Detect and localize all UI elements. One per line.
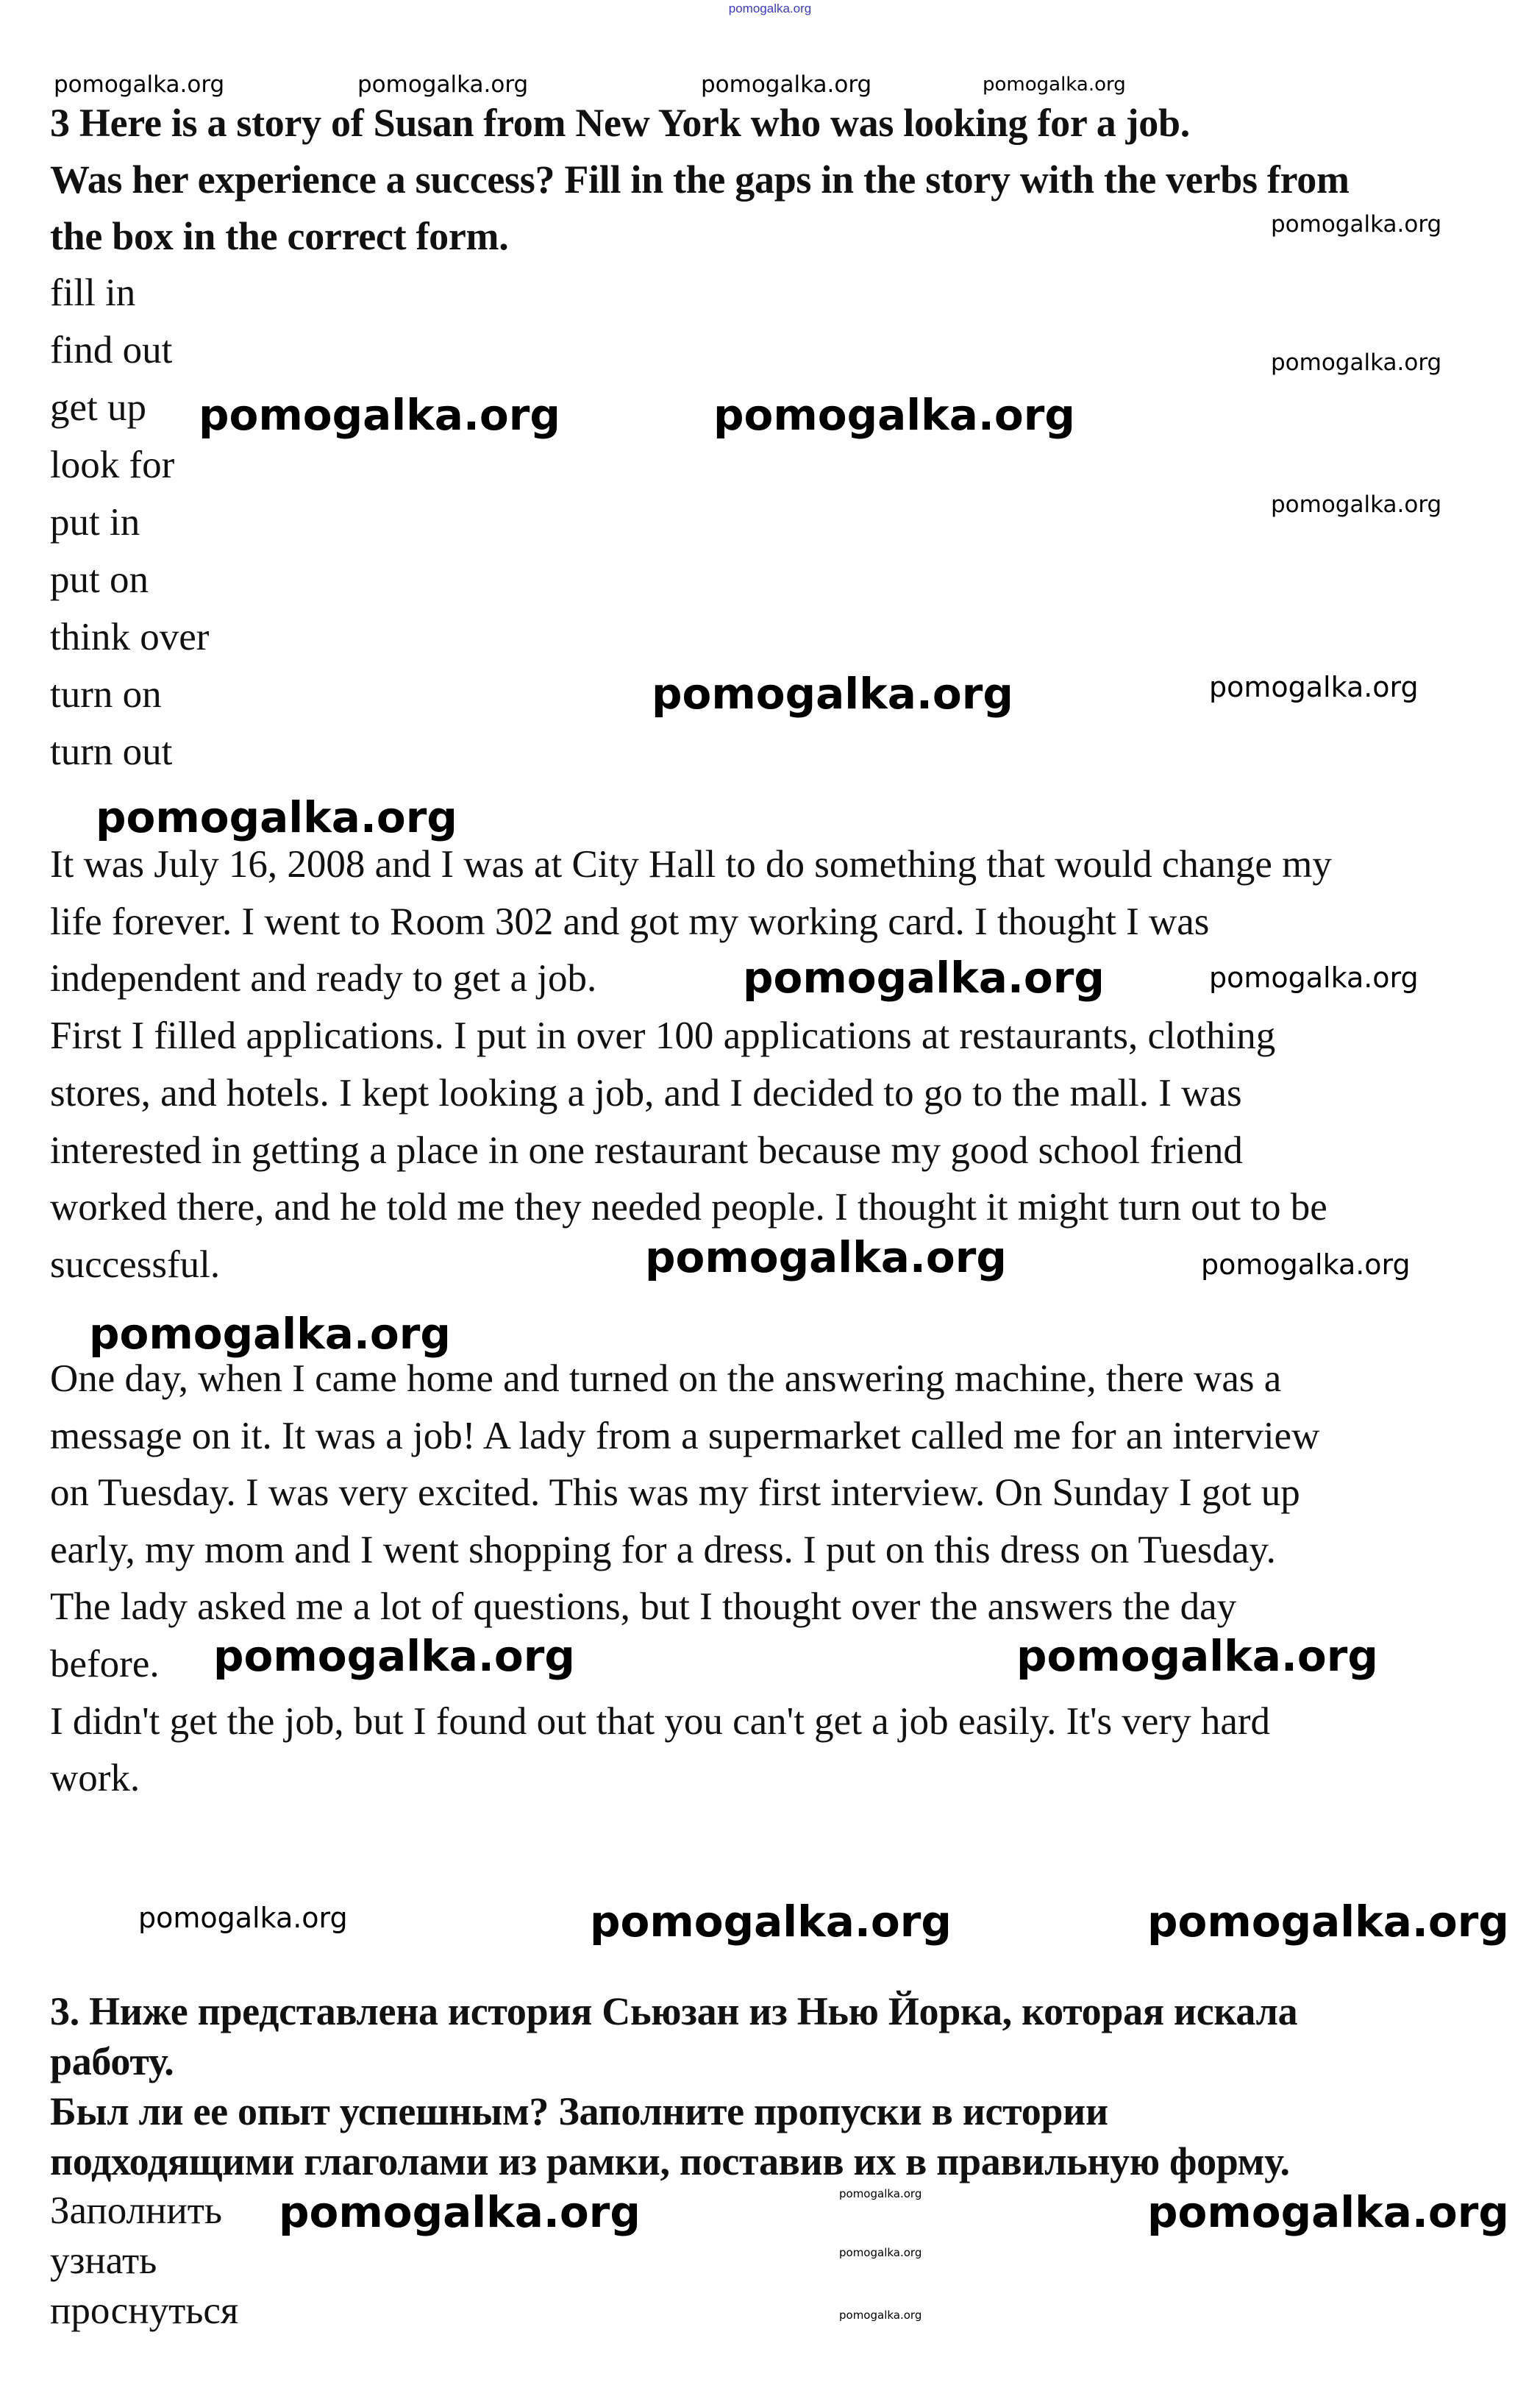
watermark: pomogalka.org	[713, 390, 1075, 440]
watermark: pomogalka.org	[1209, 671, 1419, 703]
verb-box-item: put in	[50, 501, 140, 544]
watermark: pomogalka.org	[590, 1897, 952, 1947]
story-line: It was July 16, 2008 and I was at City Hall to do something that would change my	[50, 843, 1332, 886]
story-line: before.	[50, 1643, 160, 1685]
watermark: pomogalka.org	[213, 1631, 575, 1681]
watermark: pomogalka.org	[839, 2187, 922, 2200]
story-line: successful.	[50, 1243, 221, 1286]
watermark: pomogalka.org	[1209, 962, 1419, 994]
watermark: pomogalka.org	[1147, 1897, 1509, 1947]
watermark: pomogalka.org	[652, 669, 1013, 719]
story-line: interested in getting a place in one restaurant because my good school friend	[50, 1129, 1243, 1172]
watermark: pomogalka.org	[839, 2309, 922, 2322]
watermark: pomogalka.org	[645, 1232, 1007, 1282]
exercise-heading-line: the box in the correct form.	[50, 214, 509, 258]
story-line: First I filled applications. I put in over 100 applications at restaurants, clothing	[50, 1014, 1276, 1058]
story-line: I didn't get the job, but I found out that you can't get a job easily. It's very hard	[50, 1699, 1270, 1743]
watermark: pomogalka.org	[839, 2246, 922, 2259]
verb-box-item: look for	[50, 444, 175, 486]
translation-verb-item: узнать	[50, 2239, 157, 2282]
verb-box-item: turn on	[50, 673, 162, 716]
exercise-heading-line: Was her experience a success? Fill in the gaps in the story with the verbs from	[50, 157, 1350, 202]
verb-box-item: think over	[50, 616, 210, 658]
story-line: stores, and hotels. I kept looking a job, and I decided to go to the mall. I was	[50, 1071, 1242, 1115]
site-link[interactable]: pomogalka.org	[728, 1, 812, 15]
watermark: pomogalka.org	[1271, 349, 1442, 376]
exercise-heading-line: 3 Here is a story of Susan from New York who was looking for a job.	[50, 101, 1190, 145]
watermark: pomogalka.org	[357, 71, 529, 98]
watermark: pomogalka.org	[1271, 491, 1442, 518]
watermark: pomogalka.org	[1147, 2187, 1509, 2237]
translation-verb-item: Заполнить	[50, 2189, 223, 2232]
verb-box-item: get up	[50, 386, 146, 429]
translation-heading-line: работу.	[50, 2039, 174, 2083]
verb-box-item: find out	[50, 329, 173, 372]
watermark: pomogalka.org	[1016, 1631, 1378, 1681]
translation-verb-item: проснуться	[50, 2289, 239, 2332]
story-line: worked there, and he told me they needed people. I thought it might turn out to be	[50, 1186, 1327, 1229]
story-line: early, my mom and I went shopping for a dress. I put on this dress on Tuesday.	[50, 1528, 1276, 1571]
watermark: pomogalka.org	[1201, 1248, 1411, 1281]
verb-box-item: fill in	[50, 271, 136, 314]
verb-box-item: turn out	[50, 731, 173, 773]
watermark: pomogalka.org	[279, 2187, 641, 2237]
story-line: message on it. It was a job! A lady from a supermarket called me for an interview	[50, 1414, 1320, 1457]
watermark: pomogalka.org	[89, 1309, 451, 1359]
story-line: on Tuesday. I was very excited. This was my first interview. On Sunday I got up	[50, 1471, 1300, 1515]
translation-heading-line: подходящими глаголами из рамки, поставив их в правильную форму.	[50, 2139, 1290, 2183]
watermark: pomogalka.org	[983, 74, 1126, 96]
watermark: pomogalka.org	[199, 390, 560, 440]
translation-heading-line: Был ли ее опыт успешным? Заполните пропуски в истории	[50, 2089, 1108, 2133]
watermark: pomogalka.org	[701, 71, 872, 98]
watermark: pomogalka.org	[138, 1902, 348, 1934]
watermark: pomogalka.org	[1271, 211, 1442, 238]
watermark: pomogalka.org	[96, 792, 457, 842]
story-line: One day, when I came home and turned on the answering machine, there was a	[50, 1357, 1282, 1400]
story-line: The lady asked me a lot of questions, but I thought over the answers the day	[50, 1585, 1237, 1629]
story-line: work.	[50, 1757, 140, 1800]
story-line: life forever. I went to Room 302 and got my working card. I thought I was	[50, 900, 1210, 943]
verb-box-item: put on	[50, 558, 149, 601]
watermark: pomogalka.org	[743, 953, 1105, 1003]
translation-heading-line: 3. Ниже представлена история Сьюзан из Нью Йорка, которая искала	[50, 1989, 1298, 2033]
story-line: independent and ready to get a job.	[50, 957, 597, 1001]
watermark: pomogalka.org	[54, 71, 225, 98]
